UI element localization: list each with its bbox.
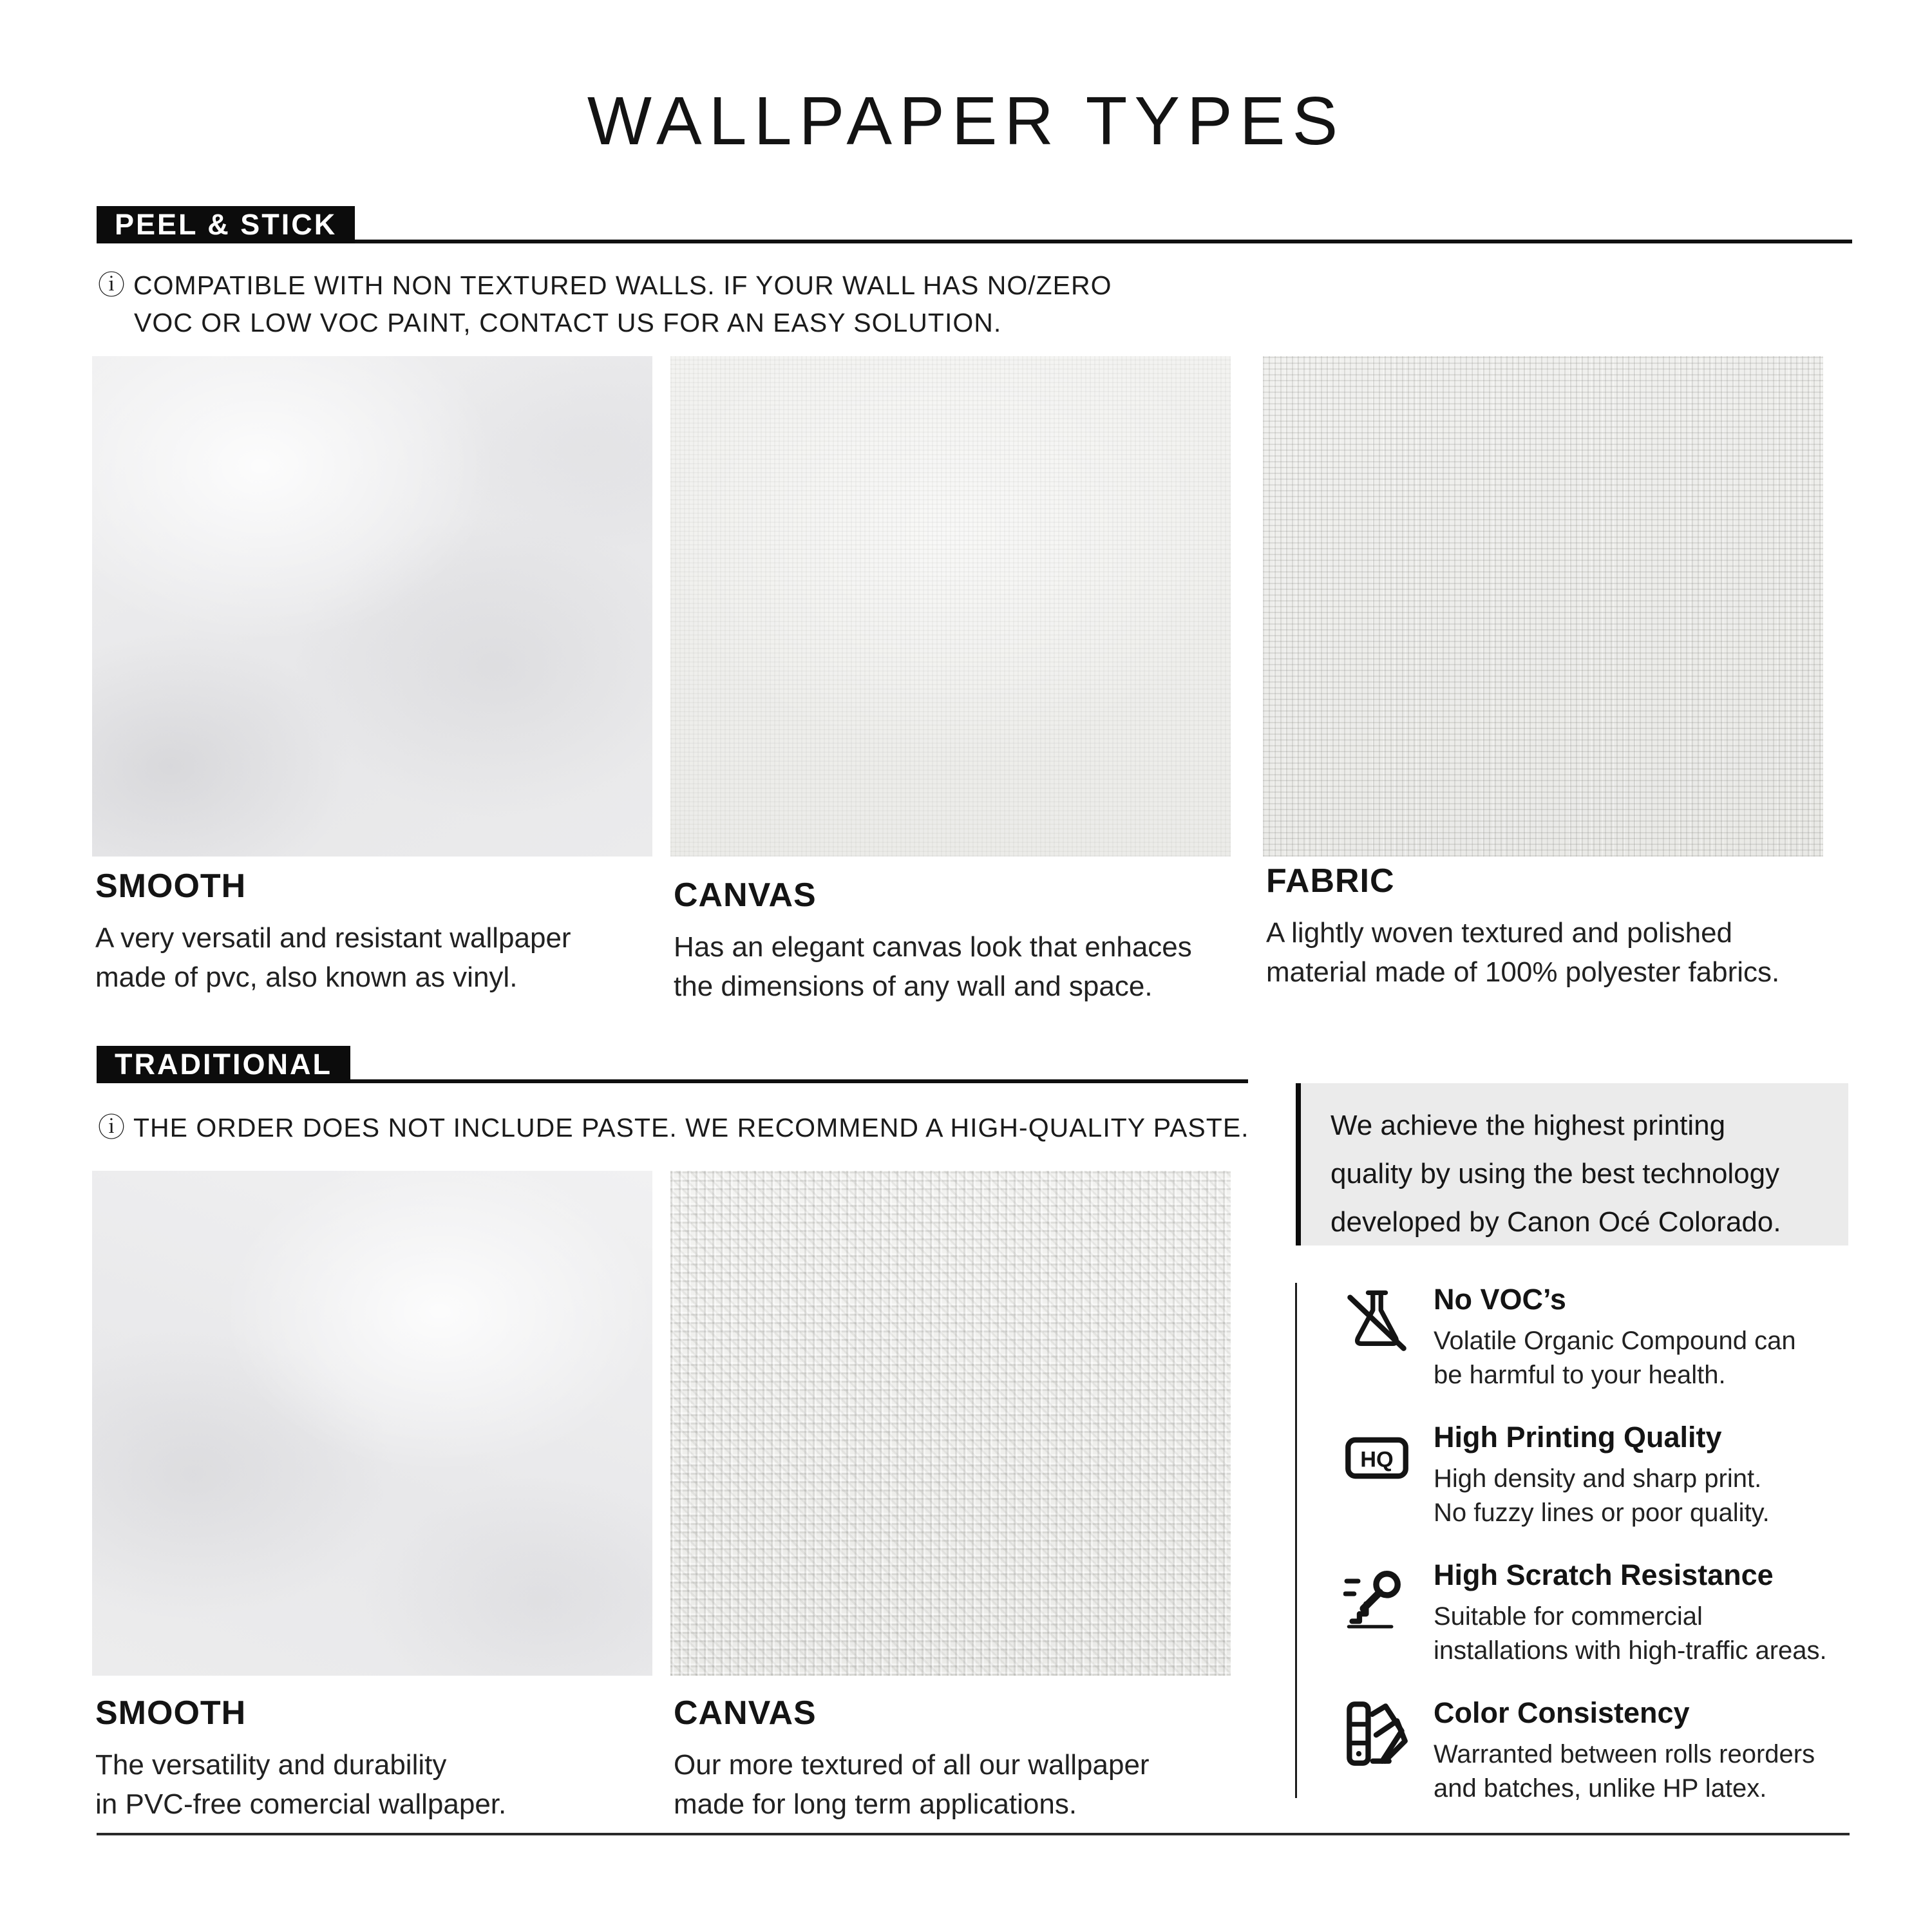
- hq-badge-icon: [1343, 1425, 1410, 1492]
- traditional-note: [98, 1109, 1249, 1146]
- feature-color-consistency: [1343, 1696, 1848, 1806]
- scratch-key-icon: [1343, 1562, 1410, 1629]
- quote-text: We achieve the highest printing quality by using the best technology developed by Canon Océ Colorado.: [1331, 1110, 1781, 1238]
- features-divider-line: [1295, 1283, 1297, 1798]
- page-title: WALLPAPER TYPES: [587, 83, 1345, 159]
- feature-text: [1434, 1696, 1848, 1806]
- swatch-description: Has an elegant canvas look that enhaces the dimensions of any wall and space.: [674, 931, 1192, 1002]
- feature-description: Warranted between rolls reorders and batches, unlike HP latex.: [1434, 1740, 1815, 1803]
- peel-stick-note: [98, 267, 1112, 341]
- swatch-description: The versatility and durability in PVC-free comercial wallpaper.: [95, 1749, 507, 1820]
- printing-quality-quote-box: [1296, 1083, 1848, 1245]
- bottom-rule: [97, 1833, 1850, 1835]
- swatch-texture-smooth-peel: [92, 356, 652, 857]
- feature-title: High Printing Quality: [1434, 1421, 1722, 1454]
- swatch-caption-fabric-peel: [1266, 862, 1779, 992]
- info-icon: ⓘ: [98, 1112, 126, 1142]
- section-label-peel-stick: PEEL & STICK: [97, 206, 355, 243]
- swatch-texture-canvas-traditional: [670, 1171, 1231, 1676]
- color-swatches-icon: [1343, 1700, 1410, 1767]
- swatch-description: Our more textured of all our wallpaper made for long term applications.: [674, 1749, 1150, 1820]
- no-voc-flask-icon: [1343, 1287, 1410, 1354]
- swatch-texture-canvas-peel: [670, 356, 1231, 857]
- swatch-title: FABRIC: [1266, 862, 1395, 900]
- swatch-title: SMOOTH: [95, 867, 247, 905]
- svg-text:HQ: HQ: [1360, 1447, 1394, 1472]
- swatch-caption-canvas-traditional: [674, 1694, 1150, 1824]
- feature-title: High Scratch Resistance: [1434, 1558, 1774, 1591]
- feature-title: Color Consistency: [1434, 1696, 1690, 1729]
- swatch-texture-smooth-traditional: [92, 1171, 652, 1676]
- info-icon: ⓘ: [98, 270, 126, 300]
- swatch-title: CANVAS: [674, 876, 817, 914]
- feature-text: [1434, 1558, 1848, 1668]
- note-line: [98, 267, 1112, 304]
- feature-no-vocs: [1343, 1283, 1848, 1392]
- note-text: VOC OR LOW VOC PAINT, CONTACT US FOR AN EASY SOLUTION.: [134, 308, 1002, 337]
- swatch-title: CANVAS: [674, 1694, 817, 1732]
- note-text: COMPATIBLE WITH NON TEXTURED WALLS. IF YOUR WALL HAS NO/ZERO: [133, 270, 1112, 300]
- feature-text: [1434, 1421, 1848, 1530]
- feature-high-printing-quality: [1343, 1421, 1848, 1530]
- swatch-caption-smooth-peel: [95, 867, 571, 997]
- note-line: [98, 1109, 1249, 1146]
- feature-description: Suitable for commercial installations with high-traffic areas.: [1434, 1602, 1827, 1665]
- section-rule-peel-stick: [97, 240, 1852, 243]
- feature-text: [1434, 1283, 1848, 1392]
- feature-title: No VOC’s: [1434, 1283, 1566, 1316]
- feature-description: High density and sharp print. No fuzzy lines or poor quality.: [1434, 1464, 1770, 1527]
- swatch-description: A very versatil and resistant wallpaper made of pvc, also known as vinyl.: [95, 922, 571, 993]
- swatch-texture-fabric-peel: [1263, 356, 1823, 857]
- feature-description: Volatile Organic Compound can be harmful to your health.: [1434, 1327, 1796, 1389]
- swatch-caption-smooth-traditional: [95, 1694, 506, 1824]
- swatch-title: SMOOTH: [95, 1694, 247, 1732]
- section-label-traditional: TRADITIONAL: [97, 1046, 350, 1083]
- feature-high-scratch-resistance: [1343, 1558, 1848, 1668]
- swatch-caption-canvas-peel: [674, 876, 1192, 1006]
- note-text: THE ORDER DOES NOT INCLUDE PASTE. WE RECOMMEND A HIGH-QUALITY PASTE.: [133, 1113, 1249, 1142]
- swatch-description: A lightly woven textured and polished material made of 100% polyester fabrics.: [1266, 917, 1780, 988]
